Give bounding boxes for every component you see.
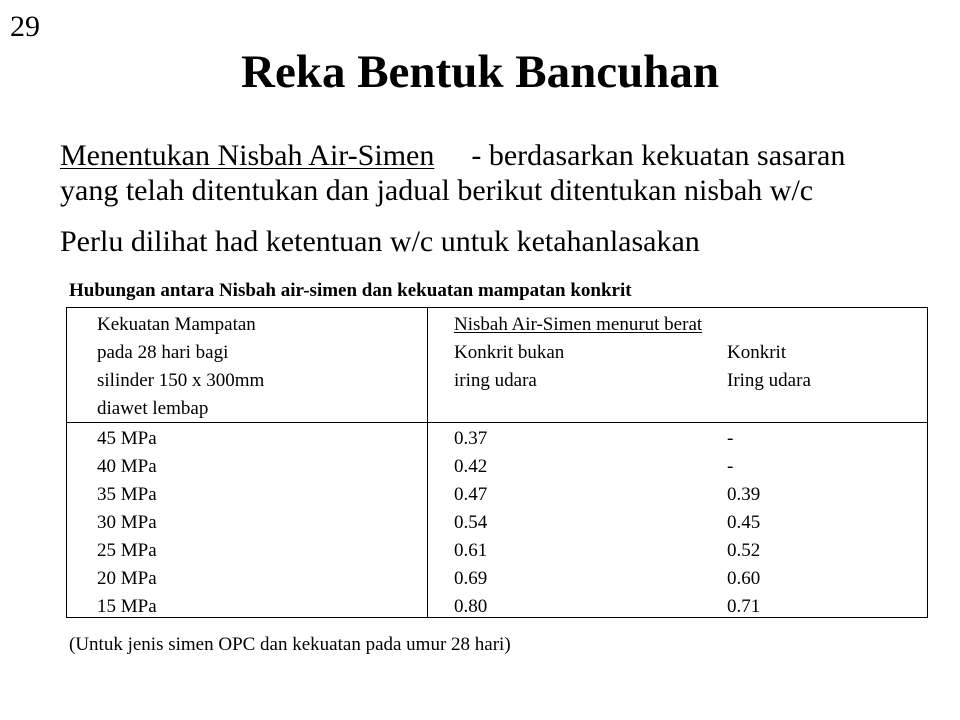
- header-non-air-entrained: [454, 311, 702, 395]
- header-strength-line: pada 28 hari bagi: [97, 342, 229, 363]
- table-row: [67, 425, 927, 453]
- table-caption: Hubungan antara Nisbah air-simen dan kekuatan mampatan konkrit: [69, 280, 632, 301]
- header-strength-line: Kekuatan Mampatan: [97, 314, 256, 335]
- header-air-line: Konkrit: [727, 342, 787, 363]
- table-row: [67, 565, 927, 593]
- header-non-air-line: Konkrit bukan: [454, 342, 565, 363]
- cell-non-air: 0.69: [454, 568, 488, 589]
- cell-strength: 15 MPa: [97, 596, 157, 617]
- header-span-ratio: Nisbah Air-Simen menurut berat: [454, 314, 703, 335]
- cell-strength: 40 MPa: [97, 456, 157, 477]
- cell-air: -: [727, 456, 734, 477]
- table-body: [67, 425, 927, 621]
- table-row: [67, 593, 927, 621]
- intro-line-2: yang telah ditentukan dan jadual berikut ditentukan nisbah w/c: [60, 174, 814, 207]
- wc-ratio-table: [66, 307, 928, 618]
- intro-line-1-rest: - berdasarkan kekuatan sasaran: [471, 139, 846, 172]
- cell-air: -: [727, 428, 734, 449]
- slide-title: Reka Bentuk Bancuhan: [241, 46, 719, 98]
- table-row: [67, 453, 927, 481]
- cell-air: 0.45: [727, 512, 761, 533]
- header-strength-line: diawet lembap: [97, 398, 209, 419]
- cell-strength: 30 MPa: [97, 512, 157, 533]
- cell-air: 0.52: [727, 540, 761, 561]
- cell-strength: 20 MPa: [97, 568, 157, 589]
- intro-heading: Menentukan Nisbah Air-Simen: [60, 139, 435, 172]
- table-row: [67, 537, 927, 565]
- header-air-entrained: [727, 339, 811, 395]
- cell-non-air: 0.80: [454, 596, 488, 617]
- page-number: 29: [10, 10, 40, 43]
- cell-non-air: 0.42: [454, 456, 488, 477]
- header-strength: [97, 311, 264, 423]
- cell-non-air: 0.61: [454, 540, 488, 561]
- intro-text: [60, 138, 940, 259]
- intro-line-3: Perlu dilihat had ketentuan w/c untuk ketahanlasakan: [60, 225, 700, 258]
- cell-strength: 25 MPa: [97, 540, 157, 561]
- cell-air: 0.71: [727, 596, 761, 617]
- cell-air: 0.39: [727, 484, 761, 505]
- table-footnote: (Untuk jenis simen OPC dan kekuatan pada umur 28 hari): [69, 634, 511, 655]
- cell-strength: 35 MPa: [97, 484, 157, 505]
- cell-non-air: 0.54: [454, 512, 488, 533]
- table-row: [67, 481, 927, 509]
- header-non-air-line: iring udara: [454, 370, 537, 391]
- cell-strength: 45 MPa: [97, 428, 157, 449]
- table-row: [67, 509, 927, 537]
- header-strength-line: silinder 150 x 300mm: [97, 370, 265, 391]
- intro-line-1: [60, 138, 940, 173]
- header-air-line: Iring udara: [727, 370, 811, 391]
- cell-air: 0.60: [727, 568, 761, 589]
- cell-non-air: 0.47: [454, 484, 488, 505]
- cell-non-air: 0.37: [454, 428, 488, 449]
